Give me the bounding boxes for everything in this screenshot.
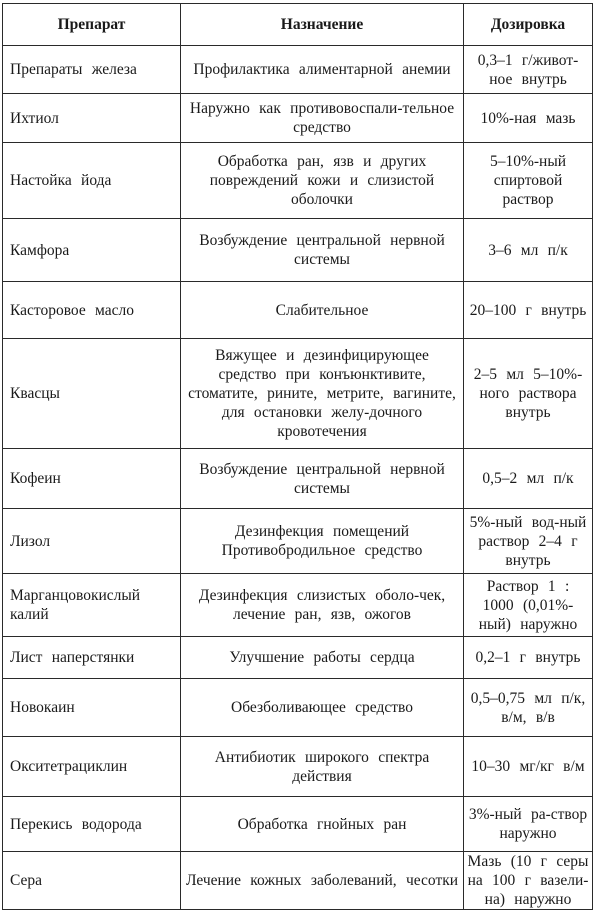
drug-cell: Ихтиол bbox=[3, 94, 181, 143]
table-row bbox=[3, 509, 593, 574]
drug-cell: Касторовое масло bbox=[3, 282, 181, 339]
header-purpose: Назначение bbox=[181, 4, 464, 46]
drug-cell: Настойка йода bbox=[3, 143, 181, 219]
dose-cell: 0,2–1 г внутрь bbox=[464, 637, 593, 679]
table-row bbox=[3, 143, 593, 219]
purpose-cell: Лечение кожных заболеваний, чесотки bbox=[181, 852, 464, 910]
purpose-cell: Обезболивающее средство bbox=[181, 679, 464, 737]
table-row bbox=[3, 339, 593, 449]
dose-cell: 3%-ный ра-створ наружно bbox=[464, 797, 593, 852]
drug-cell: Перекись водорода bbox=[3, 797, 181, 852]
purpose-cell: Наружно как противовоспали-тельное средство bbox=[181, 94, 464, 143]
purpose-cell: Дезинфекция помещений Противобродильное средство bbox=[181, 509, 464, 574]
dose-cell: Раствор 1 : 1000 (0,01%-ный) наружно bbox=[464, 574, 593, 637]
drug-cell: Сера bbox=[3, 852, 181, 910]
drug-cell: Лист наперстянки bbox=[3, 637, 181, 679]
dose-cell: 5%-ный вод-ный раствор 2–4 г внутрь bbox=[464, 509, 593, 574]
table-row bbox=[3, 637, 593, 679]
table-row bbox=[3, 282, 593, 339]
table-row bbox=[3, 449, 593, 509]
dose-cell: 10–30 мг/кг в/м bbox=[464, 737, 593, 797]
table-row bbox=[3, 797, 593, 852]
table-row bbox=[3, 852, 593, 910]
purpose-cell: Возбуждение центральной нервной системы bbox=[181, 219, 464, 282]
drug-cell: Кофеин bbox=[3, 449, 181, 509]
table-row bbox=[3, 737, 593, 797]
drug-cell: Окситетрациклин bbox=[3, 737, 181, 797]
dose-cell: 0,3–1 г/живот-ное внутрь bbox=[464, 46, 593, 94]
purpose-cell: Обработка ран, язв и других повреждений кожи и слизистой оболочки bbox=[181, 143, 464, 219]
purpose-cell: Профилактика алиментарной анемии bbox=[181, 46, 464, 94]
header-dose: Дозировка bbox=[464, 4, 593, 46]
dose-cell: Мазь (10 г серы на 100 г вазели-на) наружно bbox=[464, 852, 593, 910]
dose-cell: 2–5 мл 5–10%-ного раствора внутрь bbox=[464, 339, 593, 449]
dose-cell: 0,5–0,75 мл п/к, в/м, в/в bbox=[464, 679, 593, 737]
drug-cell: Марганцовокислый калий bbox=[3, 574, 181, 637]
table-row bbox=[3, 574, 593, 637]
drug-cell: Лизол bbox=[3, 509, 181, 574]
purpose-cell: Слабительное bbox=[181, 282, 464, 339]
table-row bbox=[3, 94, 593, 143]
purpose-cell: Дезинфекция слизистых оболо-чек, лечение ран, язв, ожогов bbox=[181, 574, 464, 637]
purpose-cell: Обработка гнойных ран bbox=[181, 797, 464, 852]
purpose-cell: Вяжущее и дезинфицирующее средство при конъюнктивите, стоматите, рините, метрите, вагините, для остановки желу-дочного кровотечения bbox=[181, 339, 464, 449]
drug-cell: Квасцы bbox=[3, 339, 181, 449]
drug-cell: Препараты железа bbox=[3, 46, 181, 94]
purpose-cell: Улучшение работы сердца bbox=[181, 637, 464, 679]
purpose-cell: Антибиотик широкого спектра действия bbox=[181, 737, 464, 797]
purpose-cell: Возбуждение центральной нервной системы bbox=[181, 449, 464, 509]
dose-cell: 10%-ная мазь bbox=[464, 94, 593, 143]
table-row bbox=[3, 46, 593, 94]
table-row bbox=[3, 219, 593, 282]
drug-cell: Новокаин bbox=[3, 679, 181, 737]
dose-cell: 3–6 мл п/к bbox=[464, 219, 593, 282]
table-header-row bbox=[3, 4, 593, 46]
drug-cell: Камфора bbox=[3, 219, 181, 282]
table-row bbox=[3, 679, 593, 737]
dose-cell: 0,5–2 мл п/к bbox=[464, 449, 593, 509]
drug-table bbox=[2, 3, 593, 910]
header-drug: Препарат bbox=[3, 4, 181, 46]
dose-cell: 20–100 г внутрь bbox=[464, 282, 593, 339]
dose-cell: 5–10%-ный спиртовой раствор bbox=[464, 143, 593, 219]
